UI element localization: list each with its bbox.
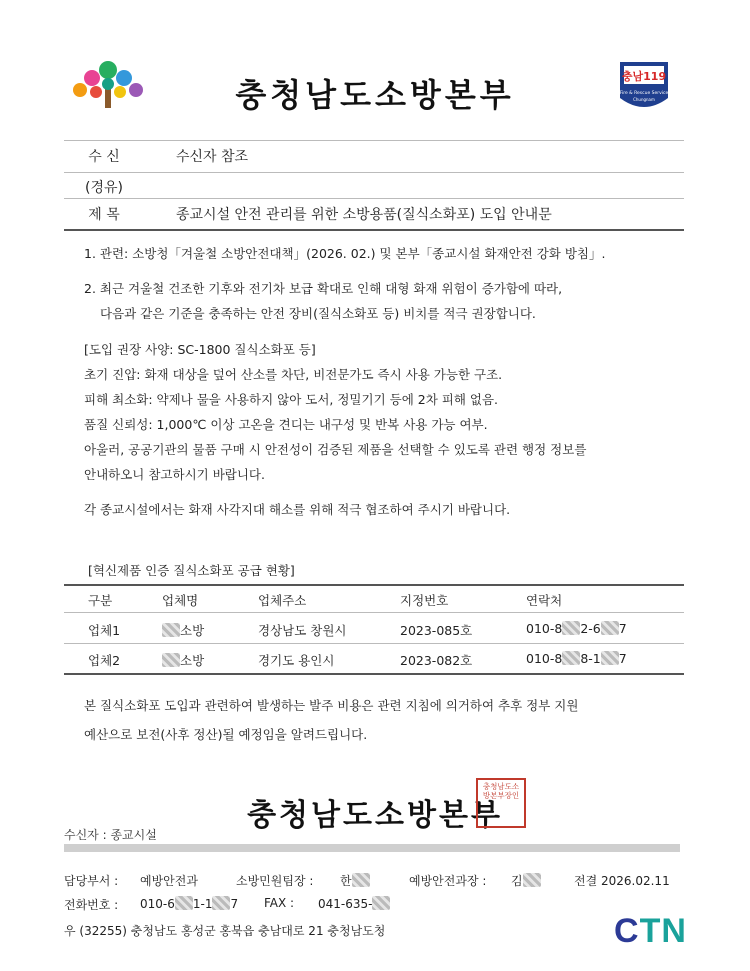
redacted-mark [175, 896, 193, 910]
divider [64, 172, 684, 173]
ctn-watermark-logo [614, 912, 687, 951]
table-row [64, 646, 684, 672]
cell-contact: 010-8 8-1 7 [526, 651, 627, 666]
fax-label: FAX : [264, 896, 295, 910]
table-header-row [64, 586, 684, 612]
col-header-div: 구분 [88, 593, 113, 608]
tel-label: 전화번호 : [64, 898, 119, 912]
ctn-watermark-text: CTN [614, 912, 687, 950]
redacted-mark [601, 621, 619, 635]
dept-label: 담당부서 : [64, 874, 119, 888]
dept-value: 예방안전과 [140, 874, 198, 888]
subject-row [64, 204, 684, 232]
footer-staff-row [64, 872, 684, 890]
cell-address: 경상남도 창원시 [258, 623, 347, 638]
chungnam-119-logo-icon [616, 58, 672, 116]
cell-company-name: 소방 [162, 651, 204, 669]
approval-date: 전결 2026.02.11 [574, 874, 670, 888]
spec-item-1: 초기 진압: 화재 대상을 덮어 산소를 차단, 비전문가도 즉시 사용 가능한 구조. [84, 367, 503, 382]
divider [64, 140, 684, 141]
closing-line-2: 예산으로 보전(사후 정산)될 예정임을 알려드립니다. [84, 727, 368, 742]
logo-119-subtext2: Chungnam [633, 97, 655, 102]
logo-119-subtext: Fire & Rescue Service [619, 91, 669, 96]
cell-div: 업체1 [88, 623, 121, 638]
cell-number: 2023-082호 [400, 653, 473, 668]
paragraph-2b: 다음과 같은 기준을 충족하는 안전 장비(질식소화포 등) 비치를 적극 권장합니다. [100, 306, 536, 321]
team-label: 소방민원팀장 : [236, 874, 314, 888]
divider [64, 198, 684, 199]
redacted-mark [562, 651, 580, 665]
cell-address: 경기도 용인시 [258, 653, 335, 668]
table-bottom-border [64, 673, 684, 675]
official-seal: 충청남도소방본부장인 [476, 778, 526, 828]
cell-contact: 010-8 2-6 7 [526, 621, 627, 636]
recipient-label: 수 신 [88, 149, 120, 165]
redacted-mark [523, 873, 541, 887]
table-row [64, 616, 684, 642]
redacted-mark [372, 896, 390, 910]
col-header-name: 업체명 [162, 593, 199, 608]
team-value: 한 [340, 872, 370, 889]
paragraph-1: 1. 관련: 소방청「겨울철 소방안전대책」(2026. 02.) 및 본부「종교시설 화재안전 강화 방침」. [84, 246, 606, 261]
spec-item-2: 피해 최소화: 약제나 물을 사용하지 않아 도서, 정밀기기 등에 2차 피해 없음. [84, 392, 498, 407]
footer-address: 우 (32255) 충청남도 홍성군 홍북읍 충남대로 21 충청남도청 [64, 924, 386, 938]
signature-title: 충청남도소방본부 [247, 798, 503, 833]
cell-number: 2023-085호 [400, 623, 473, 638]
chief-label: 예방안전과장 : [409, 874, 487, 888]
recipient-value: 수신자 참조 [176, 149, 249, 165]
redacted-mark [162, 653, 180, 667]
footer-divider-bar [64, 844, 680, 852]
redacted-mark [352, 873, 370, 887]
spec-title: [도입 권장 사양: SC-1800 질식소화포 등] [84, 342, 316, 357]
via-label: (경유) [85, 180, 123, 196]
table-title: [혁신제품 인증 질식소화포 공급 현황] [88, 563, 295, 578]
divider [64, 643, 684, 644]
redacted-mark [601, 651, 619, 665]
footer-contact-row [64, 896, 684, 914]
paragraph-3a: 아울러, 공공기관의 물품 구매 시 안전성이 검증된 제품을 선택할 수 있도록 관련 행정 정보를 [84, 442, 587, 457]
col-header-number: 지정번호 [400, 593, 449, 608]
chief-value: 김 [511, 872, 541, 889]
via-row [64, 177, 684, 205]
logo-119-text: 충남119 [621, 70, 667, 83]
spec-item-3: 품질 신뢰성: 1,000℃ 이상 고온을 견디는 내구성 및 반복 사용 가능 여부. [84, 417, 488, 432]
fax-value: 041-635- [318, 896, 390, 911]
redacted-mark [212, 896, 230, 910]
footer-recipient: 수신자 : 종교시설 [64, 828, 157, 842]
paragraph-3b: 안내하오니 참고하시기 바랍니다. [84, 467, 265, 482]
page-title: 충청남도소방본부 [235, 76, 515, 114]
tel-value: 010-6 1-1 7 [140, 897, 239, 911]
recipient-row [64, 146, 684, 174]
divider [64, 612, 684, 613]
subject-value: 종교시설 안전 관리를 위한 소방용품(질식소화포) 도입 안내문 [176, 207, 552, 223]
paragraph-2a: 2. 최근 겨울철 건조한 기후와 전기차 보급 확대로 인해 대형 화재 위험이 증가함에 따라, [84, 281, 563, 296]
cell-company-name: 소방 [162, 621, 204, 639]
paragraph-4: 각 종교시설에서는 화재 사각지대 해소를 위해 적극 협조하여 주시기 바랍니다. [84, 502, 511, 517]
divider [64, 229, 684, 231]
col-header-contact: 연락처 [526, 593, 563, 608]
closing-line-1: 본 질식소화포 도입과 관련하여 발생하는 발주 비용은 관련 지침에 의거하여 추후 정부 지원 [84, 698, 579, 713]
col-header-address: 업체주소 [258, 593, 307, 608]
redacted-mark [562, 621, 580, 635]
redacted-mark [162, 623, 180, 637]
subject-label: 제 목 [88, 207, 120, 223]
cell-div: 업체2 [88, 653, 121, 668]
